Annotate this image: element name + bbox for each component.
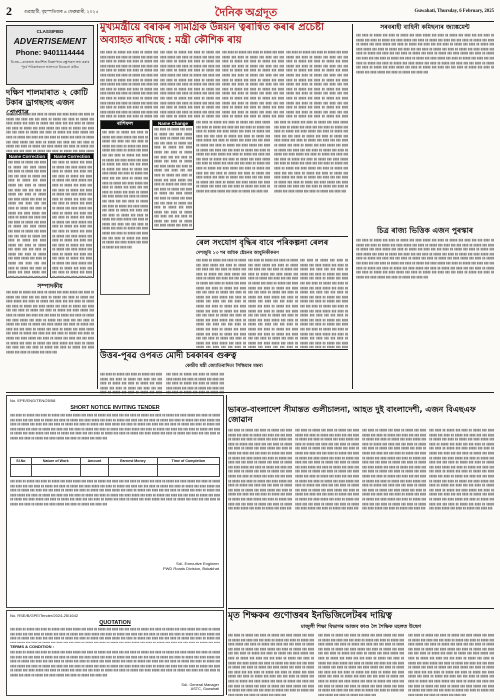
rashifal-title: ৰাশিফল — [101, 121, 149, 129]
border-headline: ভাৰত-বাংলাদেশ সীমান্তত গুলীচালনা, আহত দুই বাংলাদেশী, এজন বিএছএফ জোৱান — [228, 405, 476, 424]
logo: দৈনিক অগ্ৰদূত — [214, 7, 278, 19]
column-rule — [97, 24, 98, 389]
left-story — [6, 112, 94, 152]
right-body-1 — [356, 33, 494, 223]
classified-label: CLASSIFIED — [36, 29, 64, 34]
quotation-terms-title: TERMS & CONDITION : — [10, 644, 54, 649]
rashifal-body — [102, 130, 148, 296]
table-header-row — [11, 458, 220, 465]
lead-col-4 — [286, 50, 348, 118]
lead-col-2 — [160, 50, 220, 118]
quotation-title: QUOTATION — [99, 620, 131, 626]
name-correction-head-2: Name Correction — [51, 154, 93, 159]
name-correction-body-2 — [52, 160, 92, 278]
tender-terms — [10, 479, 220, 559]
modi-headline: উত্তৰ-পূৰৱ ওপৰত মোদী চৰকাৰৰ গুৰুত্ব — [100, 351, 237, 361]
teacher-col-2 — [318, 633, 404, 696]
classified-title: ADVERTISEMENT — [13, 36, 87, 46]
classified-note: বি.দ্ৰঃ—কাকতত প্ৰকাশিত বিজ্ঞাপনৰ বস্তুসকল ক্ৰয় কৰাৰ পূৰ্বে পাঠকসকলে ভালদৰে বিবেচনা কৰিব — [10, 60, 90, 69]
table-header: Sl.No — [11, 458, 32, 465]
rail-col-1 — [196, 258, 246, 348]
border-col-3 — [362, 428, 426, 608]
table-row — [11, 465, 220, 477]
table-header: Time of Completion — [157, 458, 219, 465]
row-rule — [196, 236, 348, 237]
right-date: Guwahati, Thursday, 6 February, 2025 — [414, 9, 494, 14]
lead-col-1 — [100, 50, 158, 118]
name-correction-box — [6, 153, 48, 278]
quotation-intro — [10, 627, 220, 643]
table-header: Earnest Money — [109, 458, 158, 465]
rail-subheadline: দেশজুৰি ১৩ শৰ অধিক ষ্টেচনৰ আধুনিকীকৰণ — [196, 251, 279, 256]
name-correction-body — [8, 160, 46, 278]
lead-col-3 — [222, 50, 284, 118]
quotation-terms — [10, 650, 220, 682]
name-change-box — [152, 120, 194, 230]
left-date: গুৱাহাটী, বৃহস্পতিবাৰ ৬ ফেব্ৰুৱাৰী, ২০২৫ — [24, 9, 99, 14]
name-change-body — [154, 127, 192, 229]
column-rule — [352, 24, 353, 389]
border-col-1 — [228, 428, 292, 608]
teacher-col-1 — [228, 633, 314, 696]
rail-headline: ৰেল সংযোগ বৃদ্ধিৰ বাবে পৰিকল্পনা ৰেলৰ — [196, 238, 329, 247]
tender-number: No. EPE/ENG/TEN/25/58 — [10, 398, 56, 403]
tender-notice — [6, 395, 224, 608]
page-number: 2 — [6, 4, 12, 18]
table-header: Amount — [80, 458, 108, 465]
mid-col-a — [196, 120, 270, 235]
teacher-headline: মৃত শিক্ষকৰ গুণোত্তৰৰ ইনভিজিলেটৰৰ দায়িত্ব — [228, 611, 392, 621]
tender-title: SHORT NOTICE INVITING TENDER — [70, 405, 160, 411]
row-rule — [6, 392, 494, 393]
quotation-office: ASTC, Guwahati — [190, 687, 219, 691]
editorial-body — [6, 290, 94, 390]
rail-col-3 — [300, 258, 348, 348]
row-rule — [100, 349, 348, 350]
classified-box — [6, 25, 94, 85]
border-col-4 — [429, 428, 494, 608]
modi-subheadline: কেন্দ্ৰীয় মন্ত্ৰী জ্যোতিৰাদিত্য সিন্ধিয়াৰ মন্তব্য — [185, 364, 263, 369]
row-rule — [228, 608, 494, 609]
rashifal-box — [100, 120, 150, 295]
name-change-title: Name Change — [153, 121, 193, 126]
name-correction-head: Name Correction — [8, 154, 46, 159]
border-col-2 — [295, 428, 359, 608]
teacher-col-3 — [408, 633, 494, 696]
rail-col-2 — [248, 258, 298, 348]
tender-signatory: Sd/- Executive Engineer — [176, 561, 219, 566]
column-rule — [226, 395, 227, 695]
editorial-head: সম্পাদকীয় — [37, 283, 63, 290]
name-correction-box-2 — [50, 153, 94, 278]
teacher-subheadline: মাজুলী শিক্ষা বিভাগৰ আজব কাণ্ড লৈ শৈক্ষিক মহলত উদ্বেগ — [300, 624, 422, 630]
right-body-2 — [356, 238, 494, 386]
tender-intro — [10, 413, 220, 455]
tender-office: PWD Roads Division, Bokakhat — [162, 566, 219, 571]
quotation-signatory: Sd/- General Manager — [181, 683, 219, 687]
left-headline: দক্ষিণ শালমাৰাত ২ কোটি টকাৰ ড্ৰাগছসহ এজন গ্ৰেপ্তাৰ — [6, 88, 88, 117]
quotation-notice — [6, 610, 224, 696]
right-headline-1: সৰবৰাহী বাহিনী কমিছনাৰ জ্যাঙ্কমেন্ট — [380, 24, 470, 31]
right-headline-2: চিত্ৰ ৰাজ্য ভিত্তিক এজন পুৰস্কাৰ — [377, 226, 473, 235]
quotation-number: No. RSE/B/GPE/Tender/2024-25/1642 — [10, 613, 79, 618]
lead-headline: মুখ্যমন্ত্ৰীয়ে বৰাকৰ সামগ্ৰিক উন্নয়ন ত্বৰান্বিত কৰাৰ প্ৰচেষ্টা অব্যাহত ৰাখিছে : মন্ত্ৰী কৌশিক ৰায় — [100, 22, 324, 46]
tender-table — [10, 457, 220, 477]
masthead — [6, 4, 494, 22]
classified-phone: Phone: 9401114444 — [15, 48, 85, 57]
table-header: Nature of Work — [31, 458, 80, 465]
mid-col-b — [274, 120, 348, 235]
